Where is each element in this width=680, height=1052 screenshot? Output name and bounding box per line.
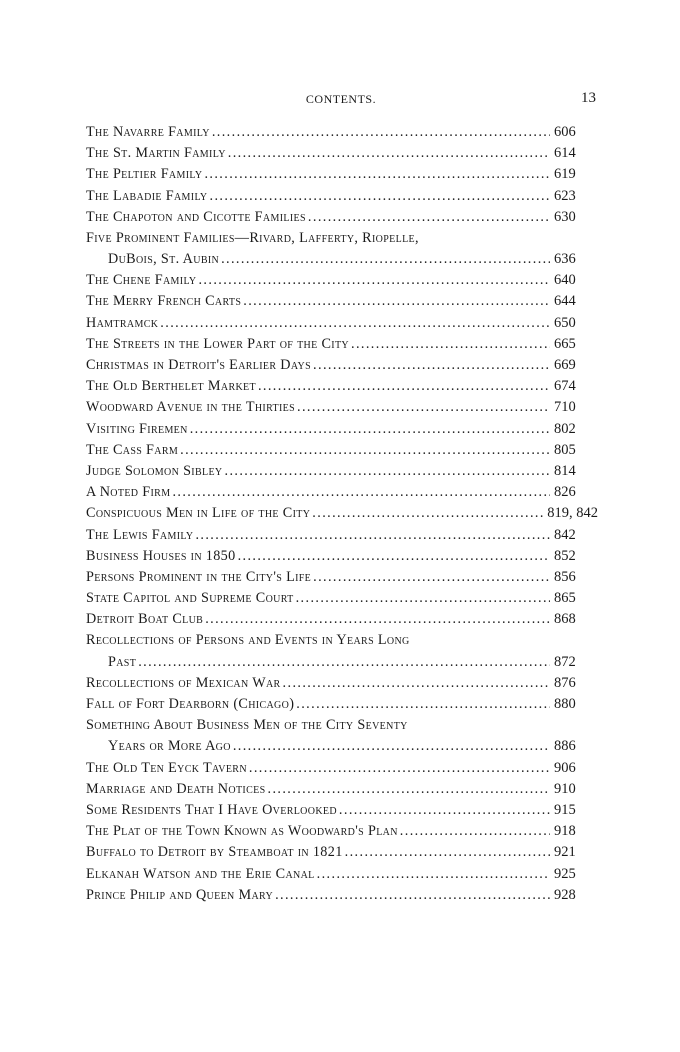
toc-entry: [86, 292, 598, 313]
toc-entry-page: 819, 842: [547, 505, 598, 522]
dot-leader: [275, 885, 550, 906]
toc-entry: [86, 567, 598, 588]
dot-leader: [243, 291, 550, 312]
dot-leader: [212, 122, 550, 143]
toc-entry-title: Elkanah Watson and the Erie Canal: [86, 865, 315, 882]
toc-entry-page: 826: [554, 484, 576, 501]
toc-entry-title: DuBois, St. Aubin: [108, 251, 220, 268]
dot-leader: [180, 440, 550, 461]
dot-leader: [339, 800, 550, 821]
toc-entry: [86, 397, 598, 418]
toc-entry: [86, 546, 598, 567]
toc-entry-page: 886: [554, 738, 576, 755]
toc-entry-title: The Navarre Family: [86, 123, 210, 140]
toc-entry-page: 630: [554, 208, 576, 225]
toc-entry-page: 910: [554, 780, 576, 797]
table-of-contents: [86, 122, 598, 906]
dot-leader: [268, 779, 550, 800]
toc-entry: [86, 503, 598, 524]
toc-entry-page: 644: [554, 293, 576, 310]
toc-entry: [86, 800, 598, 821]
toc-entry: [86, 270, 598, 291]
dot-leader: [198, 270, 550, 291]
dot-leader: [204, 164, 550, 185]
dot-leader: [249, 758, 550, 779]
toc-entry: [86, 779, 598, 800]
toc-entry: [86, 885, 598, 906]
toc-entry-title: Business Houses in 1850: [86, 547, 236, 564]
toc-entry: [86, 355, 598, 376]
toc-entry-title: The Old Ten Eyck Tavern: [86, 759, 247, 776]
toc-entry-page: 842: [554, 526, 576, 543]
toc-entry-title: Past: [108, 653, 137, 670]
dot-leader: [195, 525, 550, 546]
toc-entry-page: 814: [554, 462, 576, 479]
toc-entry: [86, 461, 598, 482]
toc-entry-title: Hamtramck: [86, 314, 159, 331]
toc-entry-title: Five Prominent Families—Rivard, Lafferty, Riopelle,: [86, 229, 419, 246]
dot-leader: [297, 397, 550, 418]
toc-entry-page: 669: [554, 357, 576, 374]
dot-leader: [210, 186, 551, 207]
dot-leader: [205, 609, 550, 630]
dot-leader: [258, 376, 550, 397]
toc-entry: [86, 228, 598, 249]
toc-entry-page: 915: [554, 801, 576, 818]
toc-entry: [86, 588, 598, 609]
toc-entry: [86, 715, 598, 736]
toc-entry: [86, 122, 598, 143]
toc-entry-page: 872: [554, 653, 576, 670]
dot-leader: [313, 355, 550, 376]
toc-entry-title: A Noted Firm: [86, 484, 171, 501]
toc-entry-page: 619: [554, 166, 576, 183]
dot-leader: [190, 419, 550, 440]
toc-entry: [86, 842, 598, 863]
toc-entry-title: Visiting Firemen: [86, 420, 188, 437]
toc-entry-title: Recollections of Mexican War: [86, 674, 281, 691]
toc-entry-page: 606: [554, 123, 576, 140]
dot-leader: [308, 207, 550, 228]
toc-entry-title: Conspicuous Men in Life of the City: [86, 505, 311, 522]
toc-entry-title: Christmas in Detroit's Earlier Days: [86, 357, 312, 374]
toc-entry-title: Some Residents That I Have Overlooked: [86, 801, 337, 818]
dot-leader: [296, 588, 550, 609]
toc-entry: [86, 164, 598, 185]
dot-leader: [296, 694, 550, 715]
toc-entry-page: 918: [554, 823, 576, 840]
toc-entry-title: The Plat of the Town Known as Woodward's Plan: [86, 823, 398, 840]
dot-leader: [283, 673, 550, 694]
dot-leader: [317, 864, 550, 885]
toc-entry: [86, 249, 598, 270]
dot-leader: [233, 736, 550, 757]
toc-entry: [86, 482, 598, 503]
dot-leader: [138, 652, 550, 673]
toc-entry-title: Prince Philip and Queen Mary: [86, 886, 274, 903]
toc-entry-page: 650: [554, 314, 576, 331]
toc-entry-page: 665: [554, 335, 576, 352]
toc-entry-title: The Streets in the Lower Part of the City: [86, 335, 350, 352]
toc-entry: [86, 821, 598, 842]
toc-entry-title: The Cass Farm: [86, 441, 179, 458]
toc-entry-page: 921: [554, 844, 576, 861]
dot-leader: [313, 567, 550, 588]
toc-entry: [86, 631, 598, 652]
toc-entry-title: The Peltier Family: [86, 166, 203, 183]
toc-entry: [86, 525, 598, 546]
dot-leader: [238, 546, 550, 567]
running-head: [86, 90, 596, 108]
toc-entry: [86, 652, 598, 673]
toc-entry-title: Persons Prominent in the City's Life: [86, 568, 312, 585]
toc-entry-page: 710: [554, 399, 576, 416]
dot-leader: [221, 249, 550, 270]
page-number: 13: [581, 90, 596, 106]
toc-entry: [86, 419, 598, 440]
toc-entry: [86, 376, 598, 397]
toc-entry: [86, 736, 598, 757]
toc-entry-title: The Old Berthelet Market: [86, 378, 256, 395]
toc-entry: [86, 313, 598, 334]
toc-entry: [86, 758, 598, 779]
toc-entry-title: Detroit Boat Club: [86, 611, 204, 628]
toc-entry-page: 865: [554, 590, 576, 607]
dot-leader: [225, 461, 551, 482]
toc-entry-title: The St. Martin Family: [86, 145, 226, 162]
running-title: CONTENTS.: [305, 92, 377, 106]
toc-entry-page: 928: [554, 886, 576, 903]
toc-entry-page: 868: [554, 611, 576, 628]
toc-entry: [86, 207, 598, 228]
toc-entry: [86, 143, 598, 164]
toc-entry: [86, 673, 598, 694]
toc-entry-title: Woodward Avenue in the Thirties: [86, 399, 296, 416]
toc-entry-page: 640: [554, 272, 576, 289]
toc-entry-page: 906: [554, 759, 576, 776]
toc-entry: [86, 864, 598, 885]
toc-entry-page: 805: [554, 441, 576, 458]
toc-entry: [86, 609, 598, 630]
toc-entry-page: 623: [554, 187, 576, 204]
toc-entry-page: 856: [554, 568, 576, 585]
toc-entry-title: Something About Business Men of the City Seventy: [86, 717, 408, 734]
toc-entry: [86, 440, 598, 461]
toc-entry-page: 852: [554, 547, 576, 564]
toc-entry-title: Marriage and Death Notices: [86, 780, 266, 797]
toc-entry-title: Years or More Ago: [108, 738, 231, 755]
toc-entry-title: The Lewis Family: [86, 526, 194, 543]
dot-leader: [312, 503, 543, 524]
dot-leader: [228, 143, 550, 164]
toc-entry-title: The Chapoton and Cicotte Families: [86, 208, 306, 225]
toc-entry-title: Buffalo to Detroit by Steamboat in 1821: [86, 844, 343, 861]
toc-entry-page: 876: [554, 674, 576, 691]
dot-leader: [172, 482, 550, 503]
dot-leader: [345, 842, 550, 863]
toc-entry-page: 802: [554, 420, 576, 437]
toc-entry-title: The Merry French Carts: [86, 293, 242, 310]
toc-entry-page: 674: [554, 378, 576, 395]
toc-entry-title: Fall of Fort Dearborn (Chicago): [86, 696, 295, 713]
toc-entry: [86, 186, 598, 207]
toc-entry-page: 614: [554, 145, 576, 162]
dot-leader: [160, 313, 550, 334]
toc-entry: [86, 334, 598, 355]
toc-entry-title: Recollections of Persons and Events in Years Long: [86, 632, 410, 649]
toc-entry-title: Judge Solomon Sibley: [86, 462, 223, 479]
toc-entry-page: 636: [554, 251, 576, 268]
toc-entry-title: The Labadie Family: [86, 187, 208, 204]
toc-entry-page: 880: [554, 696, 576, 713]
dot-leader: [351, 334, 550, 355]
toc-entry-title: The Chene Family: [86, 272, 197, 289]
toc-entry-title: State Capitol and Supreme Court: [86, 590, 294, 607]
toc-entry: [86, 694, 598, 715]
dot-leader: [400, 821, 550, 842]
toc-entry-page: 925: [554, 865, 576, 882]
